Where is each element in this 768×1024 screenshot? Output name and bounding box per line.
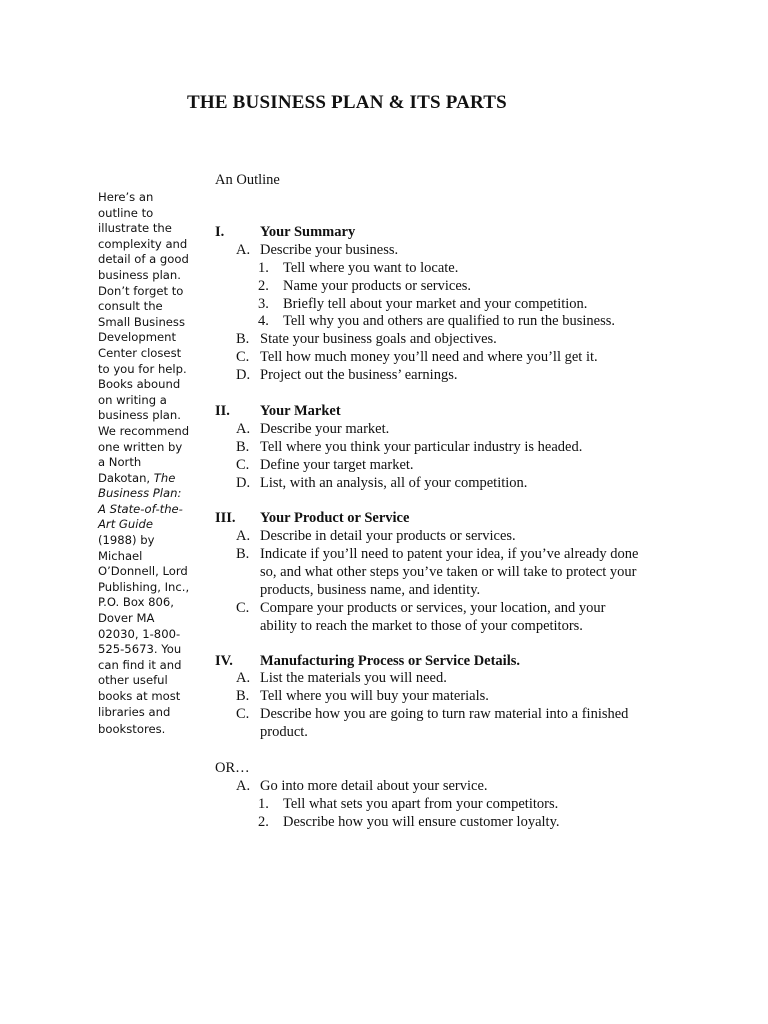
sidebar-line: detail of a good: [98, 252, 189, 267]
sidebar-line: We recommend: [98, 423, 190, 438]
outline-item: State your business goals and objectives.: [260, 331, 497, 347]
outline-item-line: Compare your products or services, your location, and your: [260, 600, 606, 616]
sidebar-line: 02030, 1-800-: [98, 626, 181, 641]
item-marker: A.: [236, 670, 251, 686]
page-title: THE BUSINESS PLAN & ITS PARTS: [187, 92, 507, 113]
section-heading: Your Market: [260, 403, 341, 419]
item-marker: C.: [236, 457, 250, 473]
book-title-part: A State-of-the-: [98, 501, 183, 516]
sidebar-line: bookstores.: [98, 722, 166, 737]
sidebar-line: Books abound: [98, 377, 181, 392]
outline-item: Go into more detail about your service.: [260, 778, 488, 794]
sidebar-line: [98, 471, 192, 487]
sidebar-line: on writing a: [98, 392, 167, 407]
sidebar-note: [98, 190, 192, 738]
sidebar-line: [98, 502, 192, 518]
outline-item: Tell how much money you’ll need and where you’ll get it.: [260, 349, 598, 365]
section-numeral: II.: [215, 403, 230, 419]
section-numeral: IV.: [215, 653, 233, 669]
book-title-part: Art Guide: [98, 517, 153, 532]
item-marker: A.: [236, 528, 251, 544]
sidebar-line: one written by: [98, 439, 183, 454]
outline-item: Project out the business’ earnings.: [260, 367, 458, 383]
sidebar-line: 525-5673. You: [98, 642, 182, 657]
book-title-part: The: [153, 470, 176, 485]
item-marker: 1.: [258, 260, 269, 276]
outline-label: An Outline: [215, 172, 280, 188]
item-marker: D.: [236, 475, 251, 491]
item-marker: A.: [236, 778, 251, 794]
section-heading: Your Summary: [260, 224, 356, 240]
sidebar-line: Development: [98, 330, 177, 345]
sidebar-line: other useful: [98, 673, 168, 688]
or-label: OR…: [215, 760, 250, 776]
sidebar-line: outline to: [98, 205, 154, 220]
sidebar-line: P.O. Box 806,: [98, 595, 174, 610]
outline-item-line: Describe how you are going to turn raw material into a finished: [260, 706, 629, 722]
item-marker: 1.: [258, 796, 269, 812]
outline-item: Describe in detail your products or services.: [260, 528, 516, 544]
item-marker: B.: [236, 546, 250, 562]
item-marker: 4.: [258, 313, 269, 329]
sidebar-line: to you for help.: [98, 361, 187, 376]
sidebar-line: a North: [98, 455, 142, 470]
outline-item: Describe your market.: [260, 421, 390, 437]
outline-subitem: Name your products or services.: [283, 278, 472, 294]
section-heading: Manufacturing Process or Service Details.: [260, 653, 521, 669]
sidebar-line: Small Business: [98, 314, 186, 329]
outline-item: Describe your business.: [260, 242, 399, 258]
item-marker: 2.: [258, 814, 269, 830]
sidebar-line: business plan.: [98, 408, 181, 423]
item-marker: C.: [236, 600, 250, 616]
sidebar-line: complexity and: [98, 236, 188, 251]
sidebar-line: [98, 517, 192, 533]
outline-subitem: Describe how you will ensure customer loyalty.: [283, 814, 560, 830]
sidebar-line: libraries and: [98, 704, 171, 719]
outline-item: List, with an analysis, all of your competition.: [260, 475, 528, 491]
item-marker: D.: [236, 367, 251, 383]
sidebar-line: consult the: [98, 299, 163, 314]
outline-subitem: Tell why you and others are qualified to run the business.: [283, 313, 616, 329]
sidebar-line: Michael: [98, 548, 143, 563]
sidebar-line: illustrate the: [98, 221, 172, 236]
sidebar-line: [98, 486, 192, 502]
sidebar-line: can find it and: [98, 657, 182, 672]
section-heading: Your Product or Service: [260, 510, 410, 526]
item-marker: A.: [236, 242, 251, 258]
outline-item: Define your target market.: [260, 457, 414, 473]
outline-item: List the materials you will need.: [260, 670, 447, 686]
sidebar-line: Center closest: [98, 345, 182, 360]
outline-subitem: Briefly tell about your market and your competition.: [283, 296, 588, 312]
outline-item: Tell where you think your particular industry is headed.: [260, 439, 583, 455]
item-marker: C.: [236, 349, 250, 365]
sidebar-line: O’Donnell, Lord: [98, 564, 188, 579]
sidebar-line: (1988) by: [98, 533, 155, 548]
outline-item-line: product.: [260, 724, 308, 740]
sidebar-line: Don’t forget to: [98, 283, 184, 298]
outline-item: Tell where you will buy your materials.: [260, 688, 489, 704]
book-title-part: Business Plan:: [98, 486, 182, 501]
item-marker: 2.: [258, 278, 269, 294]
item-marker: B.: [236, 439, 250, 455]
sidebar-line: business plan.: [98, 267, 181, 282]
section-numeral: I.: [215, 224, 225, 240]
sidebar-text: Dakotan,: [98, 470, 151, 485]
outline-item-line: ability to reach the market to those of your competitors.: [260, 618, 583, 634]
outline-subitem: Tell where you want to locate.: [283, 260, 459, 276]
sidebar-line: books at most: [98, 689, 181, 703]
item-marker: B.: [236, 331, 250, 347]
outline-item-line: products, business name, and identity.: [260, 582, 481, 598]
item-marker: B.: [236, 688, 250, 704]
item-marker: 3.: [258, 296, 269, 312]
sidebar-line: Here’s an: [98, 190, 154, 204]
sidebar-line: Publishing, Inc.,: [98, 579, 190, 594]
item-marker: A.: [236, 421, 251, 437]
outline-item-line: so, and what other steps you’ve taken or will take to protect your: [260, 564, 637, 580]
sidebar-line: Dover MA: [98, 611, 155, 626]
outline-item-line: Indicate if you’ll need to patent your idea, if you’ve already done: [260, 546, 639, 562]
item-marker: C.: [236, 706, 250, 722]
outline-subitem: Tell what sets you apart from your competitors.: [283, 796, 559, 812]
section-numeral: III.: [215, 510, 236, 526]
